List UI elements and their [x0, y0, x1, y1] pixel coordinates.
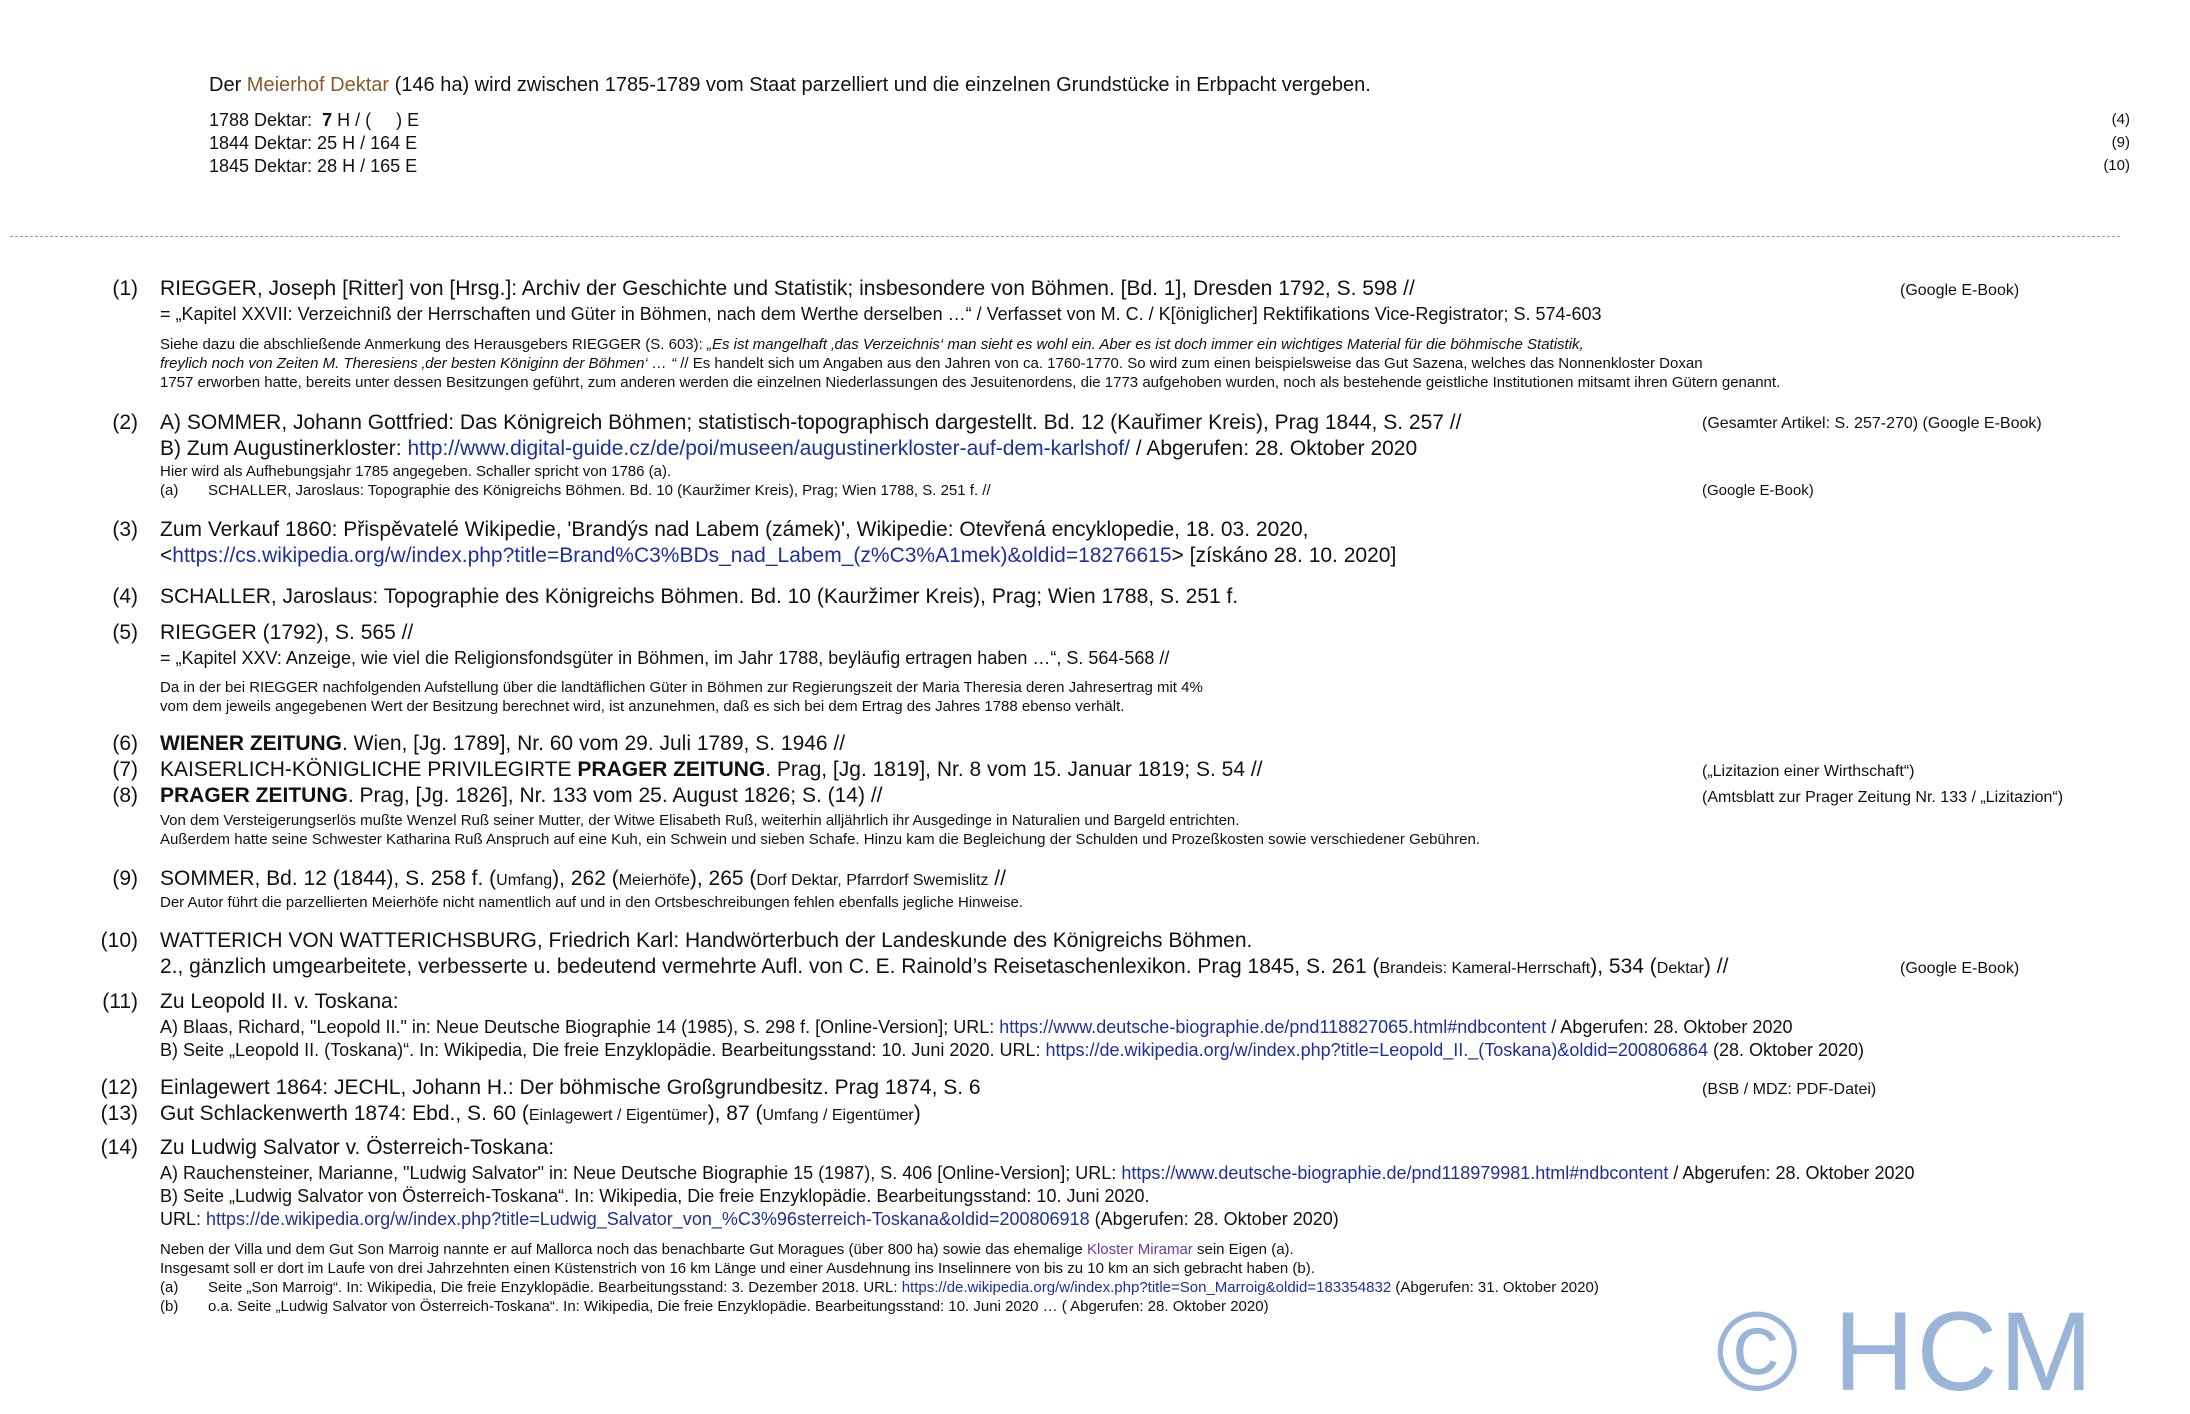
- ref-number: (12): [100, 1076, 138, 1099]
- ref-text: (Abgerufen: 28. Oktober 2020): [1089, 1209, 1339, 1229]
- ref-11-b: [160, 1039, 1864, 1061]
- ref-text: . Wien, [Jg. 1789], Nr. 60 vom 29. Juli 1789, S. 1946 //: [342, 732, 846, 755]
- son-marroig-link[interactable]: https://de.wikipedia.org/w/index.php?title=Son_Marroig&oldid=183354832: [901, 1279, 1392, 1296]
- stat-ref-1788[interactable]: (4): [2111, 111, 2130, 128]
- ref-2-sub-a: SCHALLER, Jaroslaus: Topographie des Königreichs Böhmen. Bd. 10 (Kauržimer Kreis), Prag; Wien 1788, S. 251 f. //: [208, 482, 991, 499]
- ref-1-sub: = „Kapitel XXVII: Verzeichniß der Herrschaften und Güter in Böhmen, nach dem Werthe derselben …“ / Verfasset von M. C. / K[öniglicher] Rektifikations Vice-Registrator; S. 574-603: [160, 304, 1602, 324]
- ref-text: A) Blaas, Richard, "Leopold II." in: Neue Deutsche Biographie 14 (1985), S. 298 f. [Online-Version]; URL:: [160, 1017, 1000, 1037]
- meierhof-dektar-link[interactable]: Meierhof Dektar: [246, 74, 390, 96]
- ref-14-line: Zu Ludwig Salvator v. Österreich-Toskana:: [160, 1136, 555, 1159]
- ref-text: ), 534 (: [1590, 955, 1657, 978]
- ref-8-note-1: Von dem Versteigerungserlös mußte Wenzel Ruß seiner Mutter, der Witwe Elisabeth Ruß, weiterhin alljährlich ihr Ausgedinge in Naturalien und Bargeld entrichten.: [160, 812, 1240, 829]
- ref-5-sub: = „Kapitel XXV: Anzeige, wie viel die Religionsfondsgüter in Böhmen, im Jahr 1788, beyläufig ertragen haben …“, S. 564-568 //: [160, 648, 1170, 668]
- ref-7-side: („Lizitazion einer Wirthschaft“): [1702, 763, 1915, 780]
- ref-8-line: [160, 783, 882, 809]
- ref-2-note: Hier wird als Aufhebungsjahr 1785 angegeben. Schaller spricht von 1786 (a).: [160, 463, 672, 480]
- note-text: sein Eigen (a).: [1192, 1241, 1294, 1258]
- digital-guide-link[interactable]: http://www.digital-guide.cz/de/poi/museen/augustinerkloster-auf-dem-karlshof/: [407, 437, 1130, 460]
- ref-number: (14): [100, 1136, 138, 1159]
- ref-text: / Abgerufen: 28. Oktober 2020: [1668, 1163, 1915, 1183]
- kloster-miramar-link[interactable]: Kloster Miramar: [1086, 1241, 1193, 1258]
- ref-small: Brandeis: Kameral-Herrschaft: [1379, 960, 1591, 977]
- ref-text: <: [160, 544, 173, 567]
- ref-number: (5): [112, 621, 138, 644]
- ref-11-a: [160, 1016, 1792, 1038]
- note-text: // Es handelt sich um Angaben aus den Jahren von ca. 1760-1770. So wird zum einen beispielsweise das Gut Sazena, welches das Nonnenkloster Doxan: [676, 355, 1703, 372]
- ref-10-line-2: [160, 954, 1728, 980]
- ref-5-line: RIEGGER (1792), S. 565 //: [160, 621, 414, 644]
- stat-h: 7: [322, 110, 333, 130]
- ref-9-line: [160, 866, 1006, 892]
- ref-text: > [získáno 28. 10. 2020]: [1171, 544, 1397, 567]
- ref-text: Gut Schlackenwerth 1874: Ebd., S. 60 (: [160, 1102, 529, 1125]
- ref-14-a: [160, 1162, 1915, 1184]
- note-quote: freylich noch von Zeiten M. Theresiens ‚der besten Königinn der Böhmen‘ … “: [160, 355, 677, 372]
- ref-number: (4): [112, 585, 138, 608]
- ref-number: (7): [112, 758, 138, 781]
- ref-8-note-2: Außerdem hatte seine Schwester Katharina Ruß Anspruch auf eine Kuh, ein Schwein und sieben Schafe. Hinzu kam die Begleichung der Schulden und Prozeßkosten sowie verschiedener Gebühren.: [160, 831, 1480, 848]
- ref-1-note-2: [160, 354, 1703, 373]
- ref-number: (10): [100, 929, 138, 952]
- stat-ref-1844[interactable]: (9): [2111, 134, 2130, 151]
- ref-14-sub-b: o.a. Seite „Ludwig Salvator von Österreich-Toskana“. In: Wikipedia, Die freie Enzyklopädie. Bearbeitungsstand: 10. Juni 2020 … ( Abgerufen: 28. Oktober 2020): [208, 1298, 1269, 1315]
- stat-1844: 1844 Dektar: 25 H / 164 E: [209, 133, 418, 153]
- ref-2-side: (Gesamter Artikel: S. 257-270) (Google E-Book): [1702, 415, 2042, 432]
- ref-9-note: Der Autor führt die parzellierten Meierhöfe nicht namentlich auf und in den Ortsbeschreibungen fehlen ebenfalls jegliche Hinweise.: [160, 894, 1024, 911]
- google-ebook-link[interactable]: Google E-Book: [1927, 415, 2037, 432]
- note-text: Neben der Villa und dem Gut Son Marroig nannte er auf Mallorca noch das benachbarte Gut Moragues (über 800 ha) sowie das ehemalige: [160, 1241, 1087, 1258]
- note-quote: „Es ist mangelhaft ‚das Verzeichnis‘ man sieht es wohl ein. Aber es ist doch immer ein wichtiges Material für die böhmische Statistik,: [706, 336, 1584, 353]
- ref-2-sub-a-side[interactable]: (Google E-Book): [1702, 482, 1814, 499]
- ref-number: (9): [112, 867, 138, 890]
- ref-3-line-2: [160, 543, 1396, 569]
- google-ebook-link[interactable]: Google E-Book: [1905, 960, 2014, 977]
- ref-number: (8): [112, 784, 138, 807]
- ref-4-line: SCHALLER, Jaroslaus: Topographie des Königreichs Böhmen. Bd. 10 (Kauržimer Kreis), Prag; Wien 1788, S. 251 f.: [160, 585, 1239, 608]
- ref-8-side: (Amtsblatt zur Prager Zeitung Nr. 133 / „Lizitazion“): [1702, 789, 2064, 806]
- ref-text: . Prag, [Jg. 1819], Nr. 8 vom 15. Januar 1819; S. 54 //: [765, 758, 1263, 781]
- ref-text: / Abgerufen: 28. Oktober 2020: [1546, 1017, 1793, 1037]
- cs-wikipedia-link[interactable]: https://cs.wikipedia.org/w/index.php?title=Brand%C3%BDs_nad_Labem_(z%C3%A1mek)&oldid=18276615: [172, 544, 1172, 567]
- ref-11-line: Zu Leopold II. v. Toskana:: [160, 990, 399, 1013]
- note-text: (Abgerufen: 31. Oktober 2020): [1391, 1279, 1599, 1296]
- ref-10-line-1: WATTERICH VON WATTERICHSBURG, Friedrich Karl: Handwörterbuch der Landeskunde des Königreichs Böhmen.: [160, 929, 1253, 952]
- ref-1-side: (Google E-Book): [1900, 282, 2020, 299]
- ref-text: ), 265 (: [689, 867, 757, 890]
- ref-number: (6): [112, 732, 138, 755]
- ref-text: B) Zum Augustinerkloster:: [160, 437, 408, 460]
- ref-1-main: RIEGGER, Joseph [Ritter] von [Hrsg.]: Archiv der Geschichte und Statistik; insbesondere von Böhmen. [Bd. 1], Dresden 1792, S. 598 //: [160, 277, 1415, 300]
- stat-1845: 1845 Dektar: 28 H / 165 E: [209, 156, 418, 176]
- ref-14-sub-b-label: (b): [160, 1298, 179, 1315]
- ref-1-note-3: 1757 erworben hatte, bereits unter dessen Besitzungen geführt, zum anderen werden die einzelnen Niederlassungen des Jesuitenordens, die 1773 aufgehoben wurden, noch als bestehende geistliche Institutionen mitsamt ihren Gütern genannt.: [160, 374, 1781, 391]
- copyright-watermark: © HCM: [1716, 1289, 2095, 1414]
- ref-text: //: [988, 867, 1006, 890]
- ref-small: Einlagewert / Eigentümer: [528, 1107, 708, 1124]
- newspaper-title: PRAGER ZEITUNG: [160, 784, 348, 807]
- wikipedia-leopold-link[interactable]: https://de.wikipedia.org/w/index.php?title=Leopold_II._(Toskana)&oldid=200806864: [1045, 1040, 1708, 1060]
- bsb-pdf-link[interactable]: BSB / MDZ: PDF-Datei: [1707, 1081, 1871, 1098]
- ref-small: Dorf Dektar, Pfarrdorf Swemislitz: [756, 872, 989, 889]
- ref-2-b: [160, 436, 1417, 462]
- side-note: Gesamter Artikel: S. 257-270: [1707, 415, 1913, 432]
- ref-text: SOMMER, Bd. 12 (1844), S. 258 f. (: [160, 867, 497, 890]
- intro-text: Der: [209, 74, 247, 96]
- ref-small: Meierhöfe: [618, 872, 690, 889]
- ref-14-url: [160, 1208, 1339, 1230]
- ref-number: (3): [112, 518, 138, 541]
- ref-text: / Abgerufen: 28. Oktober 2020: [1129, 437, 1418, 460]
- ref-text: B) Seite „Leopold II. (Toskana)“. In: Wikipedia, Die freie Enzyklopädie. Bearbeitungsstand: 10. Juni 2020. URL:: [160, 1040, 1046, 1060]
- ref-text: ): [913, 1102, 921, 1125]
- ref-text: ) //: [1703, 955, 1729, 978]
- ref-13-line: [160, 1101, 921, 1127]
- deutsche-biographie-link[interactable]: https://www.deutsche-biographie.de/pnd118827065.html#ndbcontent: [999, 1017, 1547, 1037]
- ref-14-sub-a-label: (a): [160, 1279, 179, 1296]
- ref-text: A) Rauchensteiner, Marianne, "Ludwig Salvator" in: Neue Deutsche Biographie 15 (1987), S. 406 [Online-Version]; URL:: [160, 1163, 1122, 1183]
- ref-12-line: Einlagewert 1864: JECHL, Johann H.: Der böhmische Großgrundbesitz. Prag 1874, S. 6: [160, 1076, 981, 1099]
- ref-14-b: B) Seite „Ludwig Salvator von Österreich-Toskana“. In: Wikipedia, Die freie Enzyklopädie. Bearbeitungsstand: 10. Juni 2020.: [160, 1186, 1150, 1206]
- google-ebook-link[interactable]: Google E-Book: [1905, 282, 2014, 299]
- ref-small: Umfang: [496, 872, 553, 889]
- ref-14-sub-a: [208, 1278, 1599, 1297]
- ref-14-note-1: [160, 1240, 1294, 1259]
- deutsche-biographie-link[interactable]: https://www.deutsche-biographie.de/pnd118979981.html#ndbcontent: [1121, 1163, 1669, 1183]
- ref-12-side: (BSB / MDZ: PDF-Datei): [1702, 1081, 1877, 1098]
- ref-1-note-1: [160, 335, 1584, 354]
- ref-text: ), 262 (: [552, 867, 619, 890]
- ref-2-sub-a-label: (a): [160, 482, 179, 499]
- wikipedia-ludwig-link[interactable]: https://de.wikipedia.org/w/index.php?title=Ludwig_Salvator_von_%C3%96sterreich-Toskana&oldid=200806918: [206, 1209, 1090, 1229]
- ref-small: Dektar: [1656, 960, 1704, 977]
- ref-text: 2., gänzlich umgearbeitete, verbesserte u. bedeutend vermehrte Aufl. von C. E. Rainold’s Reisetaschenlexikon. Prag 1845, S. 261 (: [160, 955, 1380, 978]
- ref-text: KAISERLICH-KÖNIGLICHE PRIVILEGIRTE: [160, 758, 578, 781]
- newspaper-title: PRAGER ZEITUNG: [577, 758, 766, 781]
- ref-5-note-2: vom dem jeweils angegebenen Wert der Besitzung berechnet wird, ist anzunehmen, daß es sich bei dem Ertrag des Jahres 1788 ebenso verhält.: [160, 698, 1125, 715]
- ref-10-side: (Google E-Book): [1900, 960, 2020, 977]
- stat-1788: [209, 109, 419, 131]
- note-text: Seite „Son Marroig“. In: Wikipedia, Die freie Enzyklopädie. Bearbeitungsstand: 3. Dezember 2018. URL:: [208, 1279, 902, 1296]
- newspaper-title: WIENER ZEITUNG: [160, 732, 342, 755]
- ref-number: (1): [112, 277, 138, 300]
- ref-text: URL:: [160, 1209, 207, 1229]
- stat-rest: H / ( ) E: [332, 110, 420, 130]
- ref-small: Umfang / Eigentümer: [762, 1107, 914, 1124]
- intro-line: [209, 73, 1371, 97]
- ref-5-note-1: Da in der bei RIEGGER nachfolgenden Aufstellung über die landtäflichen Güter in Böhmen zur Regierungszeit der Maria Theresia deren Jahresertrag mit 4%: [160, 679, 1203, 696]
- intro-text-rest: (146 ha) wird zwischen 1785-1789 vom Staat parzelliert und die einzelnen Grundstücke in Erbpacht vergeben.: [389, 74, 1371, 96]
- dashed-separator: [10, 236, 2120, 237]
- stat-ref-1845[interactable]: (10): [2103, 157, 2130, 174]
- ref-text: ), 87 (: [707, 1102, 763, 1125]
- ref-text: . Prag, [Jg. 1826], Nr. 133 vom 25. August 1826; S. (14) //: [347, 784, 883, 807]
- stat-year: 1788 Dektar:: [209, 110, 313, 130]
- ref-3-line-1: Zum Verkauf 1860: Přispěvatelé Wikipedie, 'Brandýs nad Labem (zámek)', Wikipedie: Otevřená encyklopedie, 18. 03. 2020,: [160, 518, 1309, 541]
- ref-number: (2): [112, 411, 138, 434]
- ref-text: (28. Oktober 2020): [1707, 1040, 1865, 1060]
- ref-14-note-2: Insgesamt soll er dort im Laufe von drei Jahrzehnten einen Küstenstrich von 16 km Länge und einer Ausdehnung ins Inselinnere von bis zu 10 km an sich gebracht haben (b).: [160, 1260, 1315, 1277]
- ref-7-line: [160, 757, 1263, 783]
- ref-number: (11): [102, 990, 138, 1013]
- ref-6-line: [160, 731, 845, 757]
- note-text: Siehe dazu die abschließende Anmerkung des Herausgebers RIEGGER (S. 603):: [160, 336, 707, 353]
- ref-number: (13): [100, 1102, 138, 1125]
- ref-2-a: A) SOMMER, Johann Gottfried: Das Königreich Böhmen; statistisch-topographisch dargestellt. Bd. 12 (Kauřimer Kreis), Prag 1844, S. 257 //: [160, 411, 1462, 434]
